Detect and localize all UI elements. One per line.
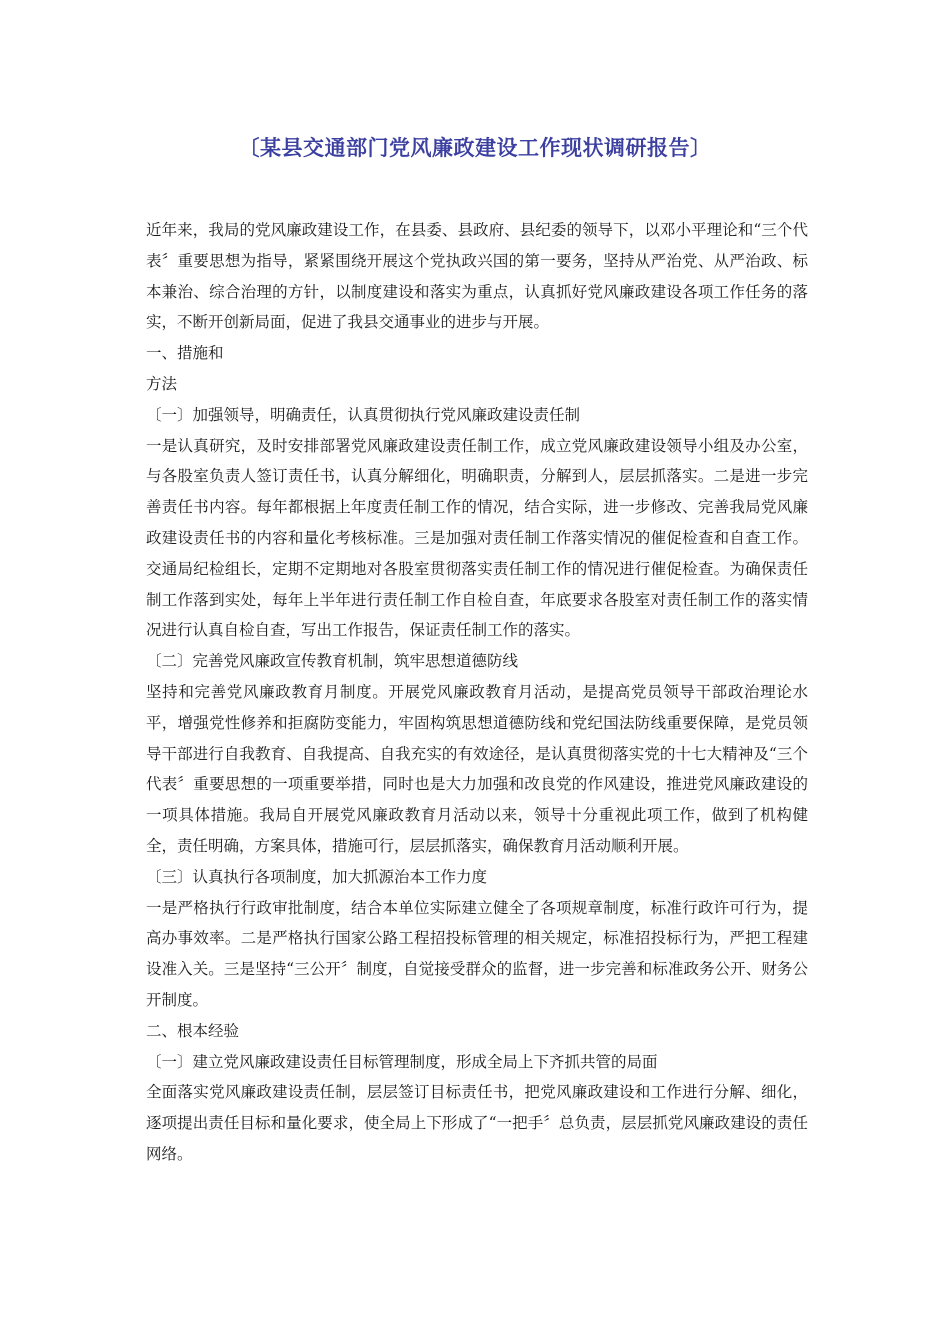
paragraph-education-month: 坚持和完善党风廉政教育月制度。开展党风廉政教育月活动，是提高党员领导干部政治理论水平，增强党性修养和拒腐防变能力，牢固构筑思想道德防线和党纪国法防线重要保障，是党员领导干部进行自我教育、自我提高、自我充实的有效途径，是认真贯彻落实党的十七大精神及“三个代表〞重要思想的一项重要举措，同时也是大力加强和改良党的作风建设，推进党风廉政建设的一项具体措施。我局自开展党风廉政教育月活动以来，领导十分重视此项工作，做到了机构健全，责任明确，方案具体，措施可行，层层抓落实，确保教育月活动顺利开展。 <box>146 682 808 855</box>
paragraph-regulations: 一是严格执行行政审批制度，结合本单位实际建立健全了各项规章制度，标准行政许可行为，提高办事效率。二是严格执行国家公路工程招投标管理的相关规定，标准招投标行为，严把工程建设准入关。三是坚持“三公开〞制度，自觉接受群众的监督，进一步完善和标准政务公开、财务公开制度。 <box>146 898 808 1009</box>
section-heading-measures-2: 方法 <box>146 374 178 393</box>
paragraph-intro: 近年来，我局的党风廉政建设工作，在县委、县政府、县纪委的领导下，以邓小平理论和“三个代表〞重要思想为指导，紧紧围绕开展这个党执政兴国的第一要务，坚持从严治党、从严治政、标本兼治、综合治理的方针，以制度建设和落实为重点，认真抓好党风廉政建设各项工作任务的落实，不断开创新局面，促进了我县交通事业的进步与开展。 <box>146 221 808 332</box>
subheading-regulations: 〔三〕认真执行各项制度，加大抓源治本工作力度 <box>146 867 488 886</box>
document-body <box>146 215 808 1170</box>
paragraph-responsibility-system: 一是认真研究，及时安排部署党风廉政建设责任制工作，成立党风廉政建设领导小组及办公室，与各股室负责人签订责任书，认真分解细化，明确职责，分解到人，层层抓落实。二是进一步完善责任书内容。每年都根据上年度责任制工作的情况，结合实际，进一步修改、完善我局党风廉政建设责任书的内容和量化考核标准。三是加强对责任制工作落实情况的催促检查和自查工作。交通局纪检组长，定期不定期地对各股室贯彻落实责任制工作的情况进行催促检查。为确保责任制工作落到实处，每年上半年进行责任制工作自检自查，年底要求各股室对责任制工作的落实情况进行认真自检自查，写出工作报告，保证责任制工作的落实。 <box>146 436 808 640</box>
subheading-education-mechanism: 〔二〕完善党风廉政宣传教育机制，筑牢思想道德防线 <box>146 652 519 671</box>
document-title: 〔某县交通部门党风廉政建设工作现状调研报告〕 <box>238 136 712 160</box>
subheading-leadership: 〔一〕加强领导，明确责任，认真贯彻执行党风廉政建设责任制 <box>146 405 581 424</box>
paragraph-target-management: 全面落实党风廉政建设责任制，层层签订目标责任书，把党风廉政建设和工作进行分解、细化，逐项提出责任目标和量化要求，使全局上下形成了“一把手〞总负责，层层抓党风廉政建设的责任网络。 <box>146 1083 808 1163</box>
section-heading-experience: 二、根本经验 <box>146 1021 240 1040</box>
subheading-target-management: 〔一〕建立党风廉政建设责任目标管理制度，形成全局上下齐抓共管的局面 <box>146 1052 658 1071</box>
section-heading-measures-1: 一、措施和 <box>146 344 224 363</box>
